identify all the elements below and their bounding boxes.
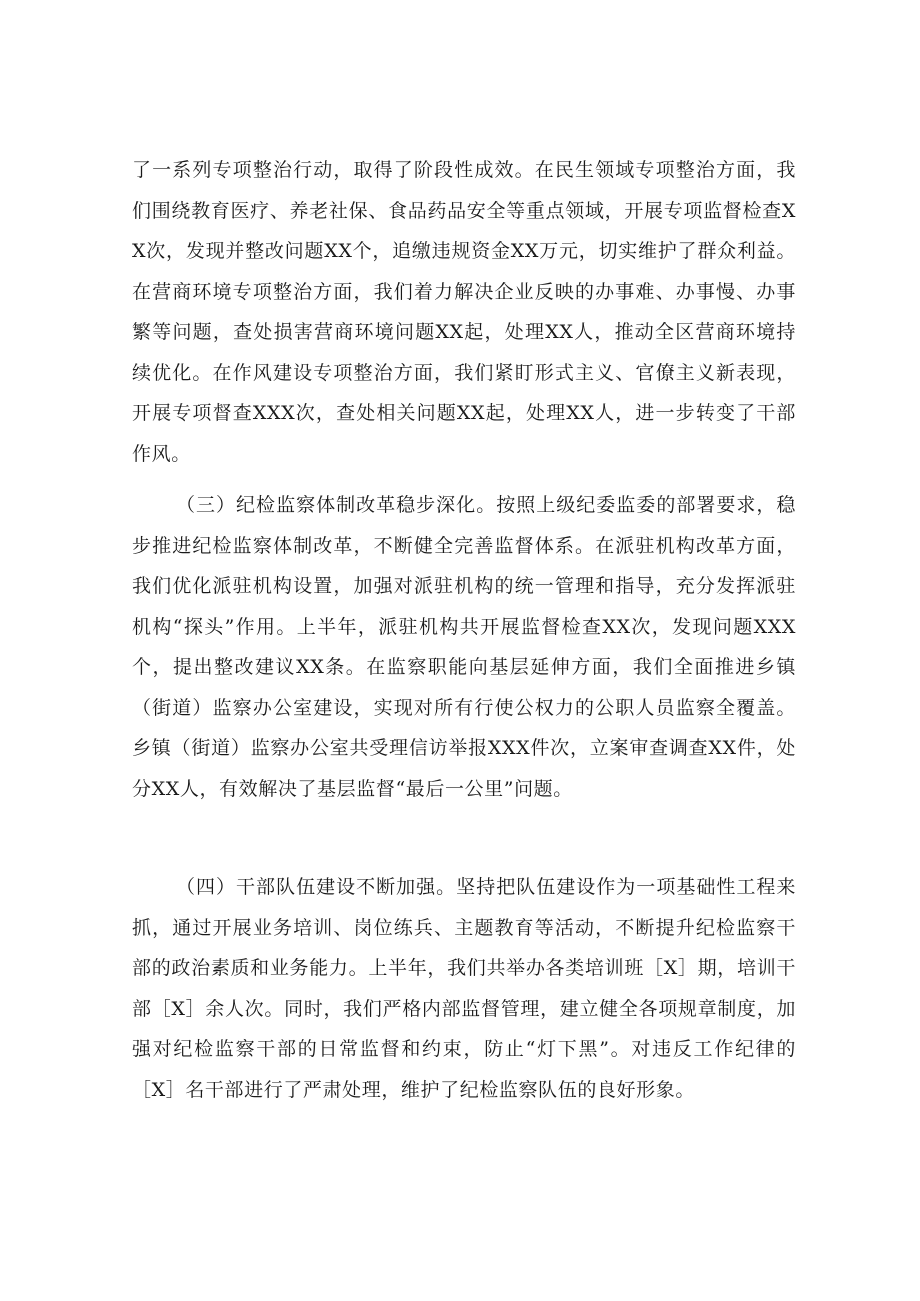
body-paragraph-system-reform: （三）纪检监察体制改革稳步深化。按照上级纪委监委的部署要求，稳步推进纪检监察体制改革，不断健全完善监督体系。在派驻机构改革方面，我们优化派驻机构设置，加强对派驻机构的统一管理和指导，充分发挥派驻机构“探头”作用。上半年，派驻机构共开展监督检查XX次，发现问题XXX个，提出整改建议XX条。在监察职能向基层延伸方面，我们全面推进乡镇（街道）监察办公室建设，实现对所有行使公权力的公职人员监察全覆盖。乡镇（街道）监察办公室共受理信访举报XXX件次，立案审查调查XX件，处分XX人，有效解决了基层监督“最后一公里”问题。: [132, 494, 796, 800]
body-paragraph-team-building: （四）干部队伍建设不断加强。坚持把队伍建设作为一项基础性工程来抓，通过开展业务培训、岗位练兵、主题教育等活动，不断提升纪检监察干部的政治素质和业务能力。上半年，我们共举办各类培训班［X］期，培训干部［X］余人次。同时，我们严格内部监督管理，建立健全各项规章制度，加强对纪检监察干部的日常监督和约束，防止“灯下黑”。对违反工作纪律的［X］名干部进行了严肃处理，维护了纪检监察队伍的良好形象。: [132, 876, 796, 1101]
body-paragraph-special-rectification: 了一系列专项整治行动，取得了阶段性成效。在民生领域专项整治方面，我们围绕教育医疗、养老社保、食品药品安全等重点领域，开展专项监督检查XX次，发现并整改问题XX个，追缴违规资金XX万元，切实维护了群众利益。在营商环境专项整治方面，我们着力解决企业反映的办事难、办事慢、办事繁等问题，查处损害营商环境问题XX起，处理XX人，推动全区营商环境持续优化。在作风建设专项整治方面，我们紧盯形式主义、官僚主义新表现，开展专项督查XXX次，查处相关问题XX起，处理XX人，进一步转变了干部作风。: [132, 159, 796, 465]
